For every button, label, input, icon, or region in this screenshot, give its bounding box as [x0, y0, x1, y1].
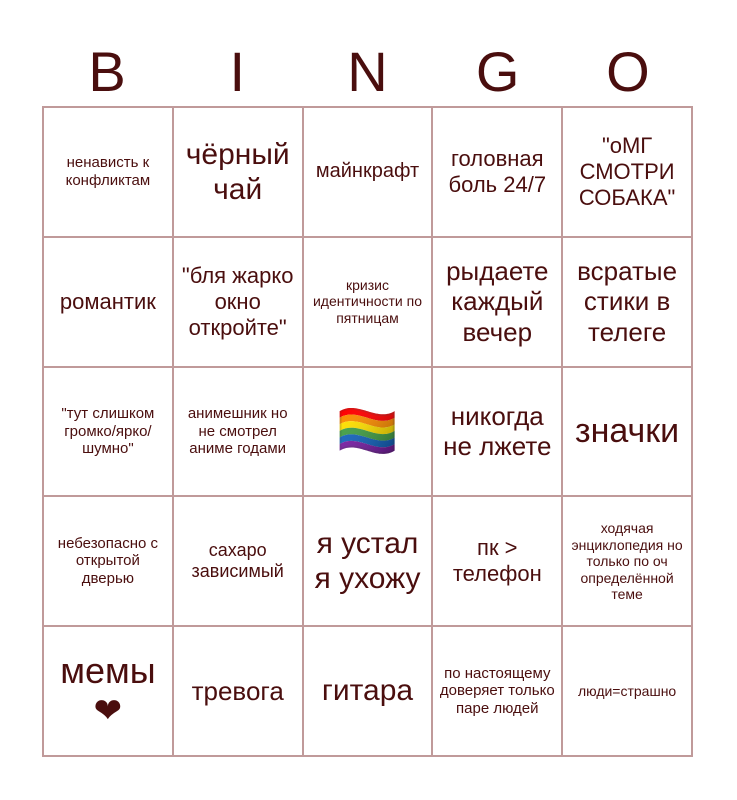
- bingo-cell[interactable]: по настоящему доверяет только паре людей: [433, 627, 561, 755]
- header-letter-b: B: [88, 40, 126, 103]
- bingo-cell[interactable]: я устал я ухожу: [304, 497, 432, 625]
- header-letter-g: G: [475, 40, 520, 103]
- bingo-cell[interactable]: значки: [563, 368, 691, 496]
- bingo-cell[interactable]: небезопасно с открытой дверью: [44, 497, 172, 625]
- bingo-cell[interactable]: сахаро зависимый: [174, 497, 302, 625]
- bingo-cell[interactable]: люди=страшно: [563, 627, 691, 755]
- header-letter-i: I: [229, 40, 246, 103]
- heart-icon: ❤: [93, 692, 123, 731]
- bingo-cell[interactable]: никогда не лжете: [433, 368, 561, 496]
- bingo-header: [42, 38, 693, 106]
- bingo-cell[interactable]: кризис идентичности по пятницам: [304, 238, 432, 366]
- bingo-cell[interactable]: чёрный чай: [174, 108, 302, 236]
- bingo-cell-memes[interactable]: [44, 627, 172, 755]
- bingo-cell[interactable]: всратые стики в телеге: [563, 238, 691, 366]
- bingo-cell[interactable]: "тут слишком громко/ярко/ шумно": [44, 368, 172, 496]
- bingo-cell[interactable]: гитара: [304, 627, 432, 755]
- bingo-cell[interactable]: ненависть к конфликтам: [44, 108, 172, 236]
- bingo-cell[interactable]: анимешник но не смотрел аниме годами: [174, 368, 302, 496]
- bingo-cell[interactable]: пк > телефон: [433, 497, 561, 625]
- memes-label: мемы: [60, 650, 156, 692]
- bingo-cell[interactable]: рыдаете каждый вечер: [433, 238, 561, 366]
- bingo-cell[interactable]: головная боль 24/7: [433, 108, 561, 236]
- bingo-cell[interactable]: "оМГ СМОТРИ СОБАКА": [563, 108, 691, 236]
- bingo-cell[interactable]: ходячая энциклопедия но только по оч определённой теме: [563, 497, 691, 625]
- header-letter-o: O: [606, 40, 650, 103]
- bingo-cell[interactable]: романтик: [44, 238, 172, 366]
- bingo-cell[interactable]: тревога: [174, 627, 302, 755]
- bingo-cell[interactable]: майнкрафт: [304, 108, 432, 236]
- header-letter-n: N: [347, 40, 388, 103]
- free-space-rainbow-flag-icon[interactable]: 🏳️‍🌈: [304, 368, 432, 496]
- bingo-grid: [42, 106, 693, 757]
- bingo-cell[interactable]: "бля жарко окно откройте": [174, 238, 302, 366]
